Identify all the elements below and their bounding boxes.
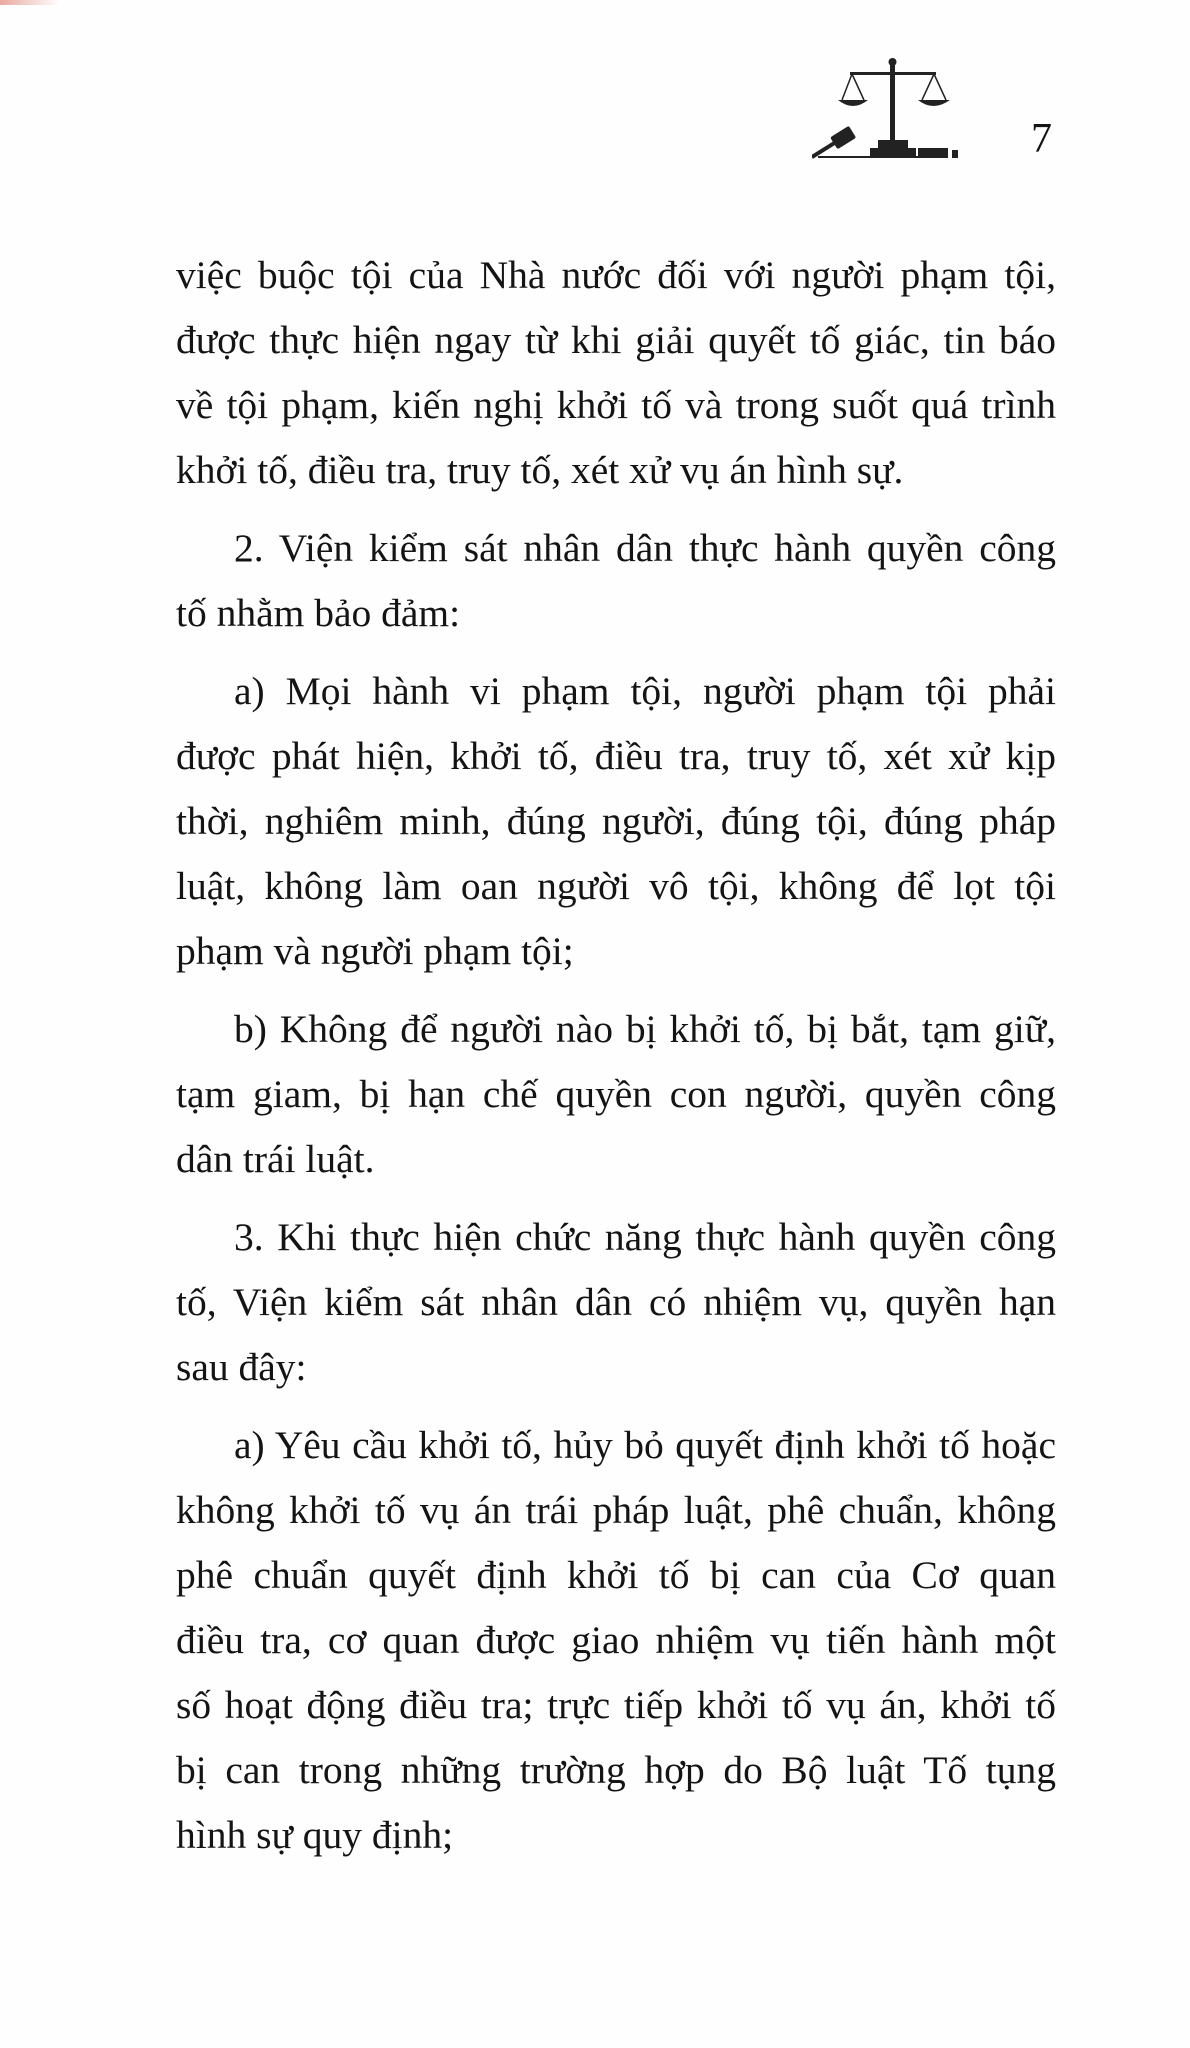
page-number: 7 [1031, 116, 1052, 162]
text-line: việc buộc tội của Nhà nước đối với người phạm tội, [176, 253, 1056, 297]
text-line: thời, nghiêm minh, đúng người, đúng tội, đúng pháp [176, 799, 1056, 843]
text-line: phê chuẩn quyết định khởi tố bị can của Cơ quan [176, 1553, 1056, 1597]
text-line: số hoạt động điều tra; trực tiếp khởi tố vụ án, khởi tố [176, 1683, 1056, 1727]
paragraph-continuation [176, 243, 1056, 503]
text-line: tạm giam, bị hạn chế quyền con người, quyền công [176, 1072, 1056, 1116]
text-line: a) Yêu cầu khởi tố, hủy bỏ quyết định khởi tố hoặc [234, 1423, 1056, 1467]
text-line: tố, Viện kiểm sát nhân dân có nhiệm vụ, quyền hạn [176, 1280, 1056, 1324]
text-line: sau đây: [176, 1345, 307, 1389]
paragraph-clause-2b [176, 997, 1056, 1192]
text-line: phạm và người phạm tội; [176, 929, 574, 973]
text-line: bị can trong những trường hợp do Bộ luật Tố tụng [176, 1748, 1056, 1792]
scales-of-justice-gavel-icon [812, 52, 972, 172]
text-line: được thực hiện ngay từ khi giải quyết tố giác, tin báo [176, 318, 1056, 362]
paragraph-clause-3a [176, 1413, 1056, 1868]
body-text [176, 243, 1056, 1881]
text-line: luật, không làm oan người vô tội, không để lọt tội [176, 864, 1056, 908]
text-line: a) Mọi hành vi phạm tội, người phạm tội phải [234, 669, 1056, 713]
scan-edge-mark [0, 0, 60, 5]
text-line: không khởi tố vụ án trái pháp luật, phê chuẩn, không [176, 1488, 1056, 1532]
text-line: được phát hiện, khởi tố, điều tra, truy tố, xét xử kịp [176, 734, 1056, 778]
text-line: điều tra, cơ quan được giao nhiệm vụ tiến hành một [176, 1618, 1056, 1662]
text-line: khởi tố, điều tra, truy tố, xét xử vụ án hình sự. [176, 448, 904, 492]
text-line: về tội phạm, kiến nghị khởi tố và trong suốt quá trình [176, 383, 1056, 427]
text-line: 3. Khi thực hiện chức năng thực hành quyền công [234, 1215, 1056, 1259]
text-line: hình sự quy định; [176, 1813, 454, 1857]
text-line: dân trái luật. [176, 1137, 375, 1181]
paragraph-clause-2a [176, 659, 1056, 984]
text-line: tố nhằm bảo đảm: [176, 591, 461, 635]
text-line: 2. Viện kiểm sát nhân dân thực hành quyền công [234, 526, 1056, 570]
paragraph-clause-2 [176, 516, 1056, 646]
paragraph-clause-3 [176, 1205, 1056, 1400]
text-line: b) Không để người nào bị khởi tố, bị bắt, tạm giữ, [234, 1007, 1056, 1051]
